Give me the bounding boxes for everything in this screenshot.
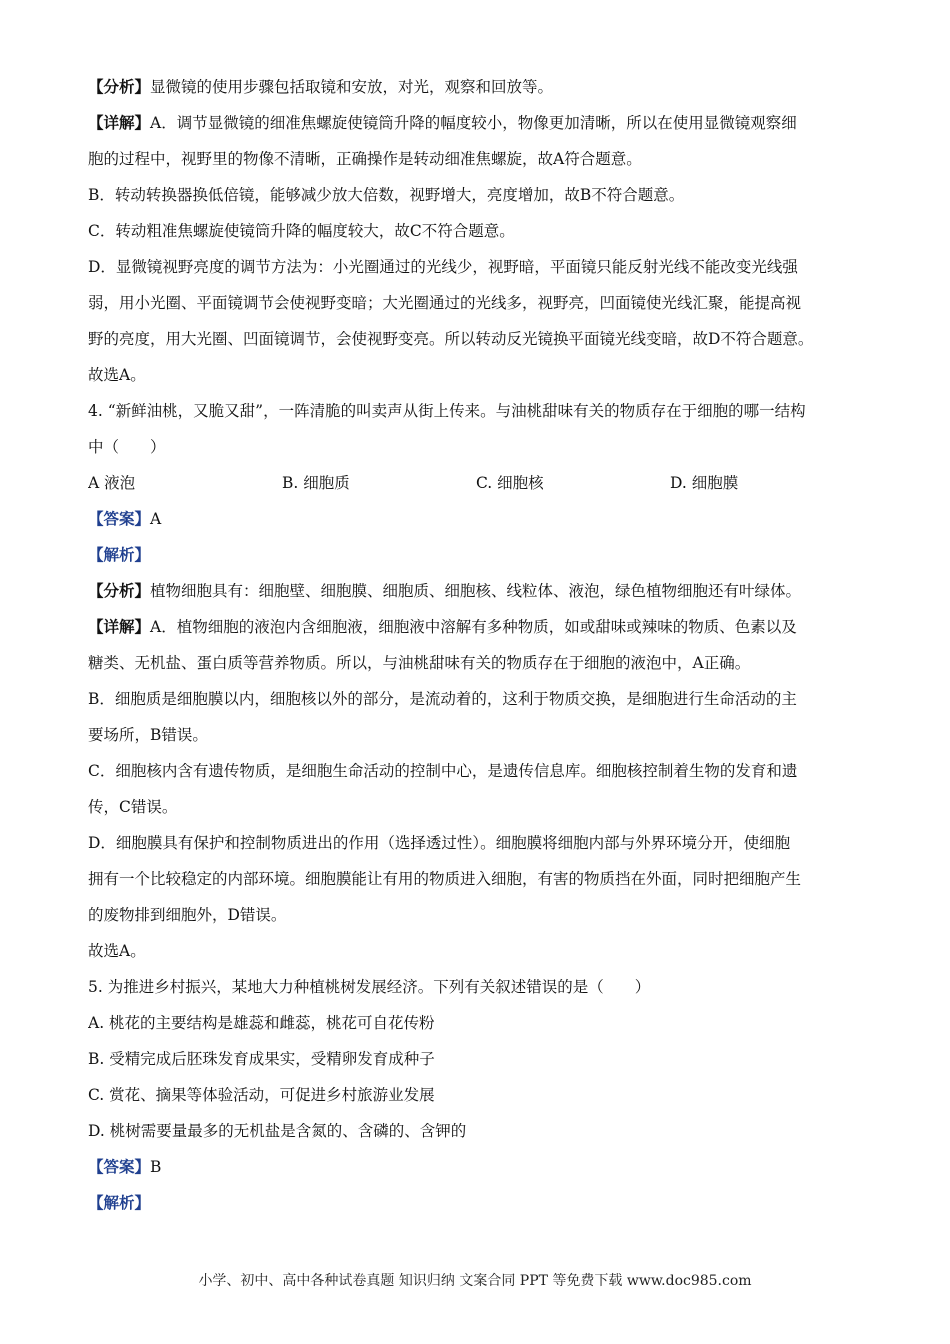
text-line <box>88 256 878 292</box>
text-line <box>88 1084 878 1120</box>
page-footer: 小学、初中、高中各种试卷真题 知识归纳 文案合同 PPT 等免费下载 www.doc985.com <box>198 1273 752 1289</box>
text-line <box>88 292 878 328</box>
section-tag: 【详解】 <box>88 113 151 132</box>
text-line <box>88 184 878 220</box>
line-text: 4. “新鲜油桃，又脆又甜”，一阵清脆的叫卖声从街上传来。与油桃甜味有关的物质存在于细胞的哪一结构 <box>88 402 806 420</box>
line-text: A. 桃花的主要结构是雄蕊和雌蕊，桃花可自花传粉 <box>88 1014 435 1032</box>
text-line <box>88 436 878 472</box>
text-line <box>88 796 878 832</box>
line-text: 野的亮度，用大光圈、凹面镜调节，会使视野变亮。所以转动反光镜换平面镜光线变暗，故D不符合题意。 <box>88 330 814 348</box>
line-text: C．细胞核内含有遗传物质，是细胞生命活动的控制中心，是遗传信息库。细胞核控制着生物的发育和遗 <box>88 762 798 780</box>
text-line <box>88 1012 878 1048</box>
text-line <box>88 364 878 400</box>
line-text: B．转动转换器换低倍镜，能够减少放大倍数，视野增大，亮度增加，故B不符合题意。 <box>88 186 685 204</box>
section-tag: 【答案】 <box>88 1157 151 1176</box>
text-line <box>88 832 878 868</box>
line-text: 胞的过程中，视野里的物像不清晰，正确操作是转动细准焦螺旋，故A符合题意。 <box>88 150 642 168</box>
text-line <box>88 148 878 184</box>
line-text: 要场所，B错误。 <box>88 726 208 744</box>
line-text: B．细胞质是细胞膜以内，细胞核以外的部分，是流动着的，这利于物质交换，是细胞进行生命活动的主 <box>88 690 797 708</box>
line-text: D. 桃树需要量最多的无机盐是含氮的、含磷的、含钾的 <box>88 1122 467 1140</box>
line-text: 糖类、无机盐、蛋白质等营养物质。所以，与油桃甜味有关的物质存在于细胞的液泡中，A正确。 <box>88 654 751 672</box>
section-tag: 【详解】 <box>88 617 151 636</box>
line-text: C．转动粗准焦螺旋使镜筒升降的幅度较大，故C不符合题意。 <box>88 222 515 240</box>
text-line <box>88 688 878 724</box>
line-text: 植物细胞具有：细胞壁、细胞膜、细胞质、细胞核、线粒体、液泡，绿色植物细胞还有叶绿体。 <box>150 582 802 600</box>
line-text: 传，C错误。 <box>88 798 178 816</box>
answer-option: D. 细胞膜 <box>670 474 739 492</box>
line-text: A．植物细胞的液泡内含细胞液，细胞液中溶解有多种物质，如或甜味或辣味的物质、色素以及 <box>150 618 797 636</box>
answer-option: C. 细胞核 <box>476 474 544 492</box>
section-tag: 【答案】 <box>88 509 151 528</box>
line-text: 中（ ） <box>88 438 166 456</box>
line-text: 故选A。 <box>88 942 146 960</box>
line-text: 弱，用小光圈、平面镜调节会使视野变暗；大光圈通过的光线多，视野亮，凹面镜使光线汇聚，能提高视 <box>88 294 802 312</box>
text-line <box>88 544 878 580</box>
section-tag: 【解析】 <box>88 1193 151 1212</box>
text-line <box>88 904 878 940</box>
line-text: B. 受精完成后胚珠发育成果实，受精卵发育成种子 <box>88 1050 435 1068</box>
text-line <box>88 868 878 904</box>
document-body <box>88 76 878 1228</box>
text-line <box>88 1156 878 1192</box>
text-line <box>88 724 878 760</box>
text-line <box>88 76 878 112</box>
line-text: D．细胞膜具有保护和控制物质进出的作用（选择透过性）。细胞膜将细胞内部与外界环境分开，使细胞 <box>88 834 791 852</box>
line-text: 显微镜的使用步骤包括取镜和安放，对光，观察和回放等。 <box>150 78 554 96</box>
line-text: D．显微镜视野亮度的调节方法为：小光圈通过的光线少，视野暗，平面镜只能反射光线不能改变光线强 <box>88 258 798 276</box>
line-text: 的废物排到细胞外，D错误。 <box>88 906 287 924</box>
answer-option: B. 细胞质 <box>282 474 350 492</box>
section-tag: 【分析】 <box>88 581 151 600</box>
text-line <box>88 580 878 616</box>
text-line <box>88 400 878 436</box>
text-line <box>88 328 878 364</box>
line-text: 5. 为推进乡村振兴，某地大力种植桃树发展经济。下列有关叙述错误的是（ ） <box>88 978 651 996</box>
line-text: B <box>150 1158 162 1176</box>
text-line <box>88 940 878 976</box>
text-line <box>88 112 878 148</box>
text-line <box>88 220 878 256</box>
text-line <box>88 760 878 796</box>
line-text: 故选A。 <box>88 366 146 384</box>
section-tag: 【解析】 <box>88 545 151 564</box>
line-text: A <box>150 510 162 528</box>
text-line <box>88 1120 878 1156</box>
answer-options <box>88 472 878 508</box>
line-text: 拥有一个比较稳定的内部环境。细胞膜能让有用的物质进入细胞，有害的物质挡在外面，同时把细胞产生 <box>88 870 802 888</box>
text-line <box>88 508 878 544</box>
text-line <box>88 1192 878 1228</box>
text-line <box>88 616 878 652</box>
section-tag: 【分析】 <box>88 77 151 96</box>
text-line <box>88 976 878 1012</box>
text-line <box>88 652 878 688</box>
text-line <box>88 1048 878 1084</box>
line-text: A．调节显微镜的细准焦螺旋使镜筒升降的幅度较小，物像更加清晰，所以在使用显微镜观察细 <box>150 114 797 132</box>
answer-option: A 液泡 <box>88 474 136 492</box>
line-text: C. 赏花、摘果等体验活动，可促进乡村旅游业发展 <box>88 1086 435 1104</box>
